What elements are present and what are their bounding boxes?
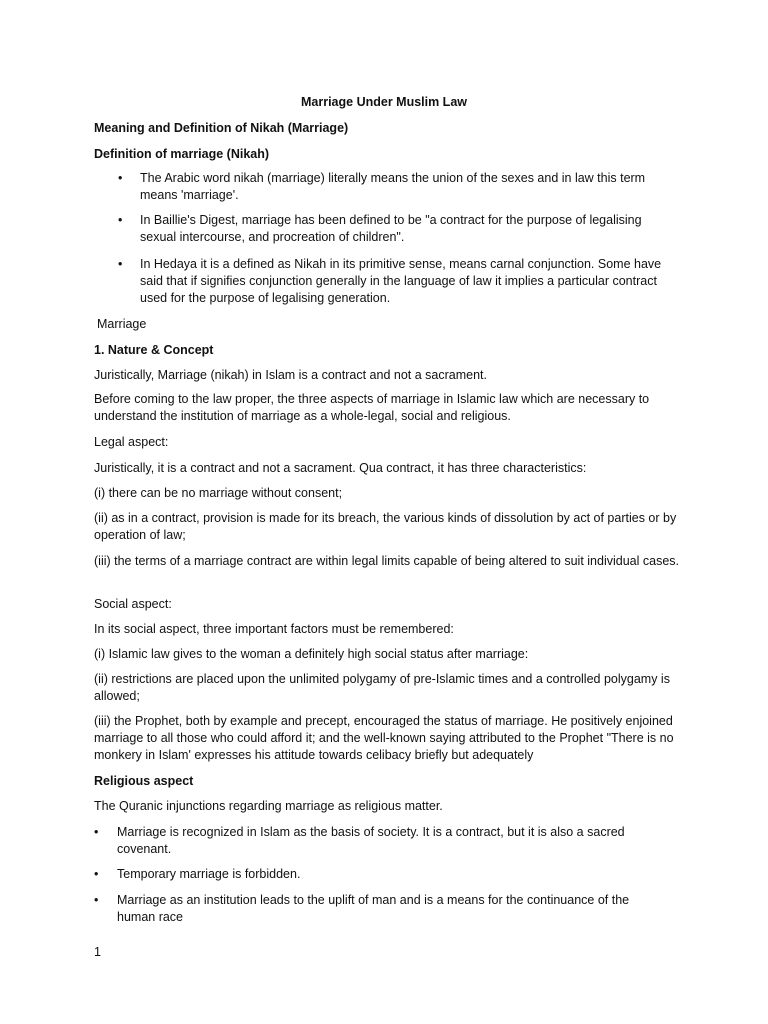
heading-legal: Legal aspect:: [94, 435, 169, 449]
bullet-text: The Arabic word nikah (marriage) literally means the union of the sexes and in law this term means 'marriage'.: [140, 171, 646, 202]
paragraph: In its social aspect, three important factors must be remembered:: [94, 622, 454, 636]
bullet-text: Marriage as an institution leads to the uplift of man and is a means for the continuance of the human race: [117, 893, 630, 924]
heading-social: Social aspect:: [94, 597, 172, 611]
list-item: [118, 256, 668, 307]
paragraph: Juristically, Marriage (nikah) in Islam is a contract and not a sacrament.: [94, 368, 487, 382]
list-item: [94, 892, 668, 926]
bullet-glyph: •: [118, 257, 123, 271]
list-item: (ii) as in a contract, provision is made for its breach, the various kinds of dissolution by act of parties or by operation of law;: [94, 511, 677, 542]
heading-definition: Definition of marriage (Nikah): [94, 147, 270, 161]
list-item: (iii) the terms of a marriage contract are within legal limits capable of being altered to suit individual cases.: [94, 554, 679, 568]
list-item: (iii) the Prophet, both by example and precept, encouraged the status of marriage. He positively enjoined marriage to all those who could afford it; and the well-known saying attributed to the Prophet "There is no monkery in Islam' expresses his attitude towards celibacy briefly but adequately: [94, 714, 674, 762]
heading-nature: 1. Nature & Concept: [94, 343, 214, 357]
list-item: [118, 170, 668, 204]
list-item: [94, 866, 668, 883]
list-item: [118, 212, 668, 246]
document-title: Marriage Under Muslim Law: [300, 95, 467, 109]
heading-religious: Religious aspect: [94, 774, 194, 788]
bullet-glyph: •: [94, 893, 99, 907]
bullet-text: Temporary marriage is forbidden.: [117, 867, 301, 881]
paragraph: Juristically, it is a contract and not a sacrament. Qua contract, it has three characteristics:: [94, 461, 587, 475]
heading-meaning: Meaning and Definition of Nikah (Marriage): [94, 121, 349, 135]
bullet-glyph: •: [118, 171, 123, 185]
list-item: [94, 824, 668, 858]
list-item: (i) Islamic law gives to the woman a definitely high social status after marriage:: [94, 647, 529, 661]
bullet-text: In Baillie's Digest, marriage has been defined to be "a contract for the purpose of legalising sexual intercourse, and procreation of children".: [140, 213, 642, 244]
bullet-glyph: •: [94, 867, 99, 881]
list-item: (i) there can be no marriage without consent;: [94, 486, 343, 500]
bullet-text: Marriage is recognized in Islam as the basis of society. It is a contract, but it is also a sacred covenant.: [117, 825, 625, 856]
bullet-glyph: •: [118, 213, 123, 227]
bullet-text: In Hedaya it is a defined as Nikah in its primitive sense, means carnal conjunction. Some have said that if signifies conjunction generally in the language of law it implies a particular contract used for the purpose of legalising generation.: [140, 257, 662, 305]
page-number: 1: [94, 945, 101, 959]
paragraph: Before coming to the law proper, the three aspects of marriage in Islamic law which are necessary to understand the institution of marriage as a whole-legal, social and religious.: [94, 392, 650, 423]
paragraph: The Quranic injunctions regarding marriage as religious matter.: [94, 799, 443, 813]
bullet-glyph: •: [94, 825, 99, 839]
list-item: (ii) restrictions are placed upon the unlimited polygamy of pre-Islamic times and a controlled polygamy is allowed;: [94, 672, 670, 703]
heading-marriage: Marriage: [97, 317, 147, 331]
